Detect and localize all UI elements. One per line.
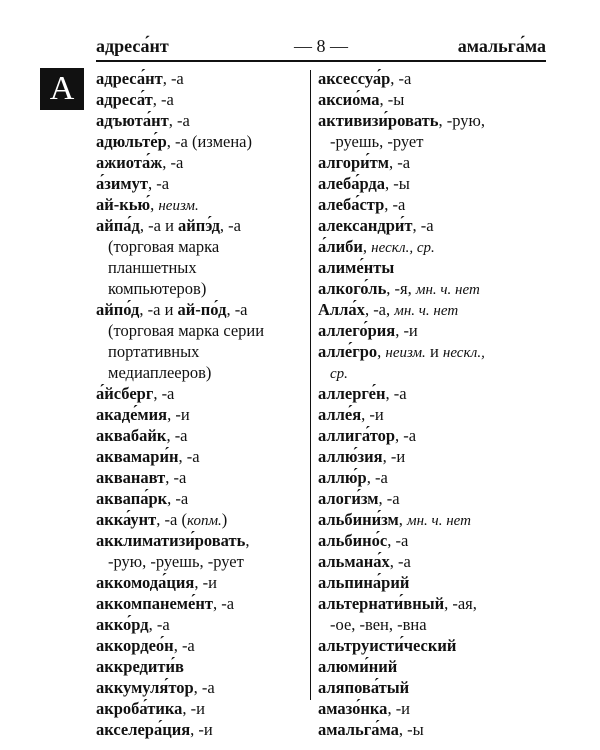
dictionary-entry <box>96 635 302 656</box>
headword: адреса́нт <box>96 69 163 88</box>
entry-text: , -а и <box>139 300 178 319</box>
dictionary-entry <box>318 320 548 341</box>
dictionary-entry <box>96 215 302 236</box>
entry-text: , -а <box>178 447 200 466</box>
headword: аккумуля́тор <box>96 678 194 697</box>
page-number: — 8 — <box>294 36 348 56</box>
dictionary-entry <box>318 68 548 89</box>
headword: альпина́рий <box>318 573 410 592</box>
entry-text: , -а <box>153 384 175 403</box>
dictionary-entry <box>96 698 302 719</box>
headword: аллю́р <box>318 468 367 487</box>
dictionary-entry <box>318 278 548 299</box>
entry-text: , -а <box>148 615 170 634</box>
entry-text: , -а <box>389 153 411 172</box>
entry-continuation-line <box>96 278 302 299</box>
entry-text: , -а <box>147 174 170 193</box>
grammar-note: копм. <box>187 513 222 529</box>
headword: адъюта́нт <box>96 111 169 130</box>
dictionary-entry <box>96 488 302 509</box>
entry-continuation-line <box>96 236 302 257</box>
dictionary-entry <box>318 488 548 509</box>
dictionary-entry <box>318 635 548 656</box>
grammar-note: неизм. <box>158 198 199 214</box>
dictionary-entry <box>318 404 548 425</box>
entry-text: и <box>425 342 443 361</box>
dictionary-entry <box>318 530 548 551</box>
entry-text: , -а, <box>364 300 395 319</box>
entry-text: , -и <box>395 321 418 340</box>
headword: ажиота́ж <box>96 153 163 172</box>
entry-text: (торговая марка <box>108 237 220 256</box>
headword: акванавт <box>96 468 166 487</box>
column-divider <box>310 70 311 700</box>
entry-text: , -а <box>387 531 409 550</box>
headword: амазо́нка <box>318 699 388 718</box>
entry-continuation-line <box>318 614 548 635</box>
headword: александри́т <box>318 216 413 235</box>
headword: алеба́рда <box>318 174 386 193</box>
dictionary-entry <box>96 614 302 635</box>
grammar-note: нескл., <box>442 345 485 361</box>
headword: акклиматизи́ровать <box>96 531 246 550</box>
headword: аксессуа́р <box>318 69 391 88</box>
dictionary-entry <box>96 572 302 593</box>
headword: аккомода́ция <box>96 573 195 592</box>
entry-text: , -а <box>165 468 187 487</box>
headword: алкого́ль <box>318 279 387 298</box>
section-letter-tab: А <box>40 68 84 110</box>
dictionary-entry <box>96 677 302 698</box>
entry-text: , <box>245 531 250 550</box>
dictionary-entry <box>96 593 302 614</box>
headword: ай-кью́ <box>96 195 151 214</box>
headword: акко́рд <box>96 615 149 634</box>
headword: аккомпанеме́нт <box>96 594 213 613</box>
entry-continuation-line <box>96 320 302 341</box>
dictionary-entry <box>318 446 548 467</box>
entry-text: , -а <box>384 195 406 214</box>
headword: альбино́с <box>318 531 388 550</box>
left-column <box>96 68 302 740</box>
entry-text: планшетных <box>108 258 197 277</box>
dictionary-entry <box>96 89 302 110</box>
dictionary-entry <box>318 89 548 110</box>
headword: алле́гро <box>318 342 378 361</box>
entry-text: , -ы <box>379 90 405 109</box>
entry-text: , -а <box>389 552 411 571</box>
headword: альмана́х <box>318 552 390 571</box>
entry-continuation-line <box>96 341 302 362</box>
entry-text: , -а <box>166 426 188 445</box>
entry-text: , -а <box>168 111 190 130</box>
entry-continuation-line <box>96 257 302 278</box>
grammar-note: нескл., ср. <box>371 240 435 256</box>
headword: аляпова́тый <box>318 678 410 697</box>
dictionary-entry <box>318 719 548 740</box>
entry-text: , -а <box>378 489 400 508</box>
entry-text: -ое, -вен, -вна <box>330 615 427 634</box>
dictionary-entry <box>96 719 302 740</box>
entry-text: , -а <box>162 153 184 172</box>
entry-text: портативных <box>108 342 200 361</box>
dictionary-entry <box>318 110 548 131</box>
headword: аккордео́н <box>96 636 174 655</box>
dictionary-entry <box>318 698 548 719</box>
dictionary-entry <box>96 152 302 173</box>
headword: аксио́ма <box>318 90 380 109</box>
headword: аллига́тор <box>318 426 396 445</box>
entry-text: , -ая, <box>444 594 477 613</box>
entry-text: , -и <box>194 573 217 592</box>
dictionary-entry <box>318 194 548 215</box>
entry-text: (торговая марка серии <box>108 321 265 340</box>
headword: активизи́ровать <box>318 111 439 130</box>
headword: айпо́д <box>96 300 140 319</box>
dictionary-entry <box>318 656 548 677</box>
dictionary-entry <box>318 257 548 278</box>
dictionary-entry <box>318 341 548 362</box>
dictionary-entry <box>318 467 548 488</box>
grammar-note: мн. ч. нет <box>394 303 459 319</box>
entry-text: , <box>362 237 372 256</box>
headword: аллерге́н <box>318 384 386 403</box>
dictionary-entry <box>318 236 548 257</box>
entry-text: , -я, <box>386 279 416 298</box>
entry-text: -рую, -руешь, -рует <box>108 552 244 571</box>
entry-text: , -а <box>366 468 388 487</box>
entry-text: , -а <box>167 489 189 508</box>
headword: айпа́д <box>96 216 140 235</box>
entry-text: , <box>377 342 386 361</box>
dictionary-entry <box>96 383 302 404</box>
headword: ай-по́д <box>177 300 227 319</box>
entry-text: , -а (измена) <box>166 132 252 151</box>
headword: алеба́стр <box>318 195 385 214</box>
headword: амальга́ма <box>318 720 399 739</box>
headword: аллего́рия <box>318 321 396 340</box>
headword: Алла́х <box>318 300 365 319</box>
headword: альбини́зм <box>318 510 399 529</box>
entry-text: компьютеров) <box>108 279 207 298</box>
entry-text: , -и <box>382 447 406 466</box>
dictionary-entry <box>96 299 302 320</box>
entry-text: , -а <box>412 216 434 235</box>
entry-text: , -а <box>385 384 407 403</box>
entry-text: , -и <box>182 699 205 718</box>
headword: айпэ́д <box>178 216 220 235</box>
dictionary-entry <box>96 467 302 488</box>
dictionary-entry <box>96 194 302 215</box>
entry-text: , -а <box>173 636 195 655</box>
entry-text: , -а <box>162 69 184 88</box>
entry-continuation-line <box>318 362 548 383</box>
dictionary-entry <box>96 509 302 530</box>
entry-text: медиаплееров) <box>108 363 212 382</box>
grammar-note: ср. <box>330 366 348 382</box>
entry-text: , -а <box>226 300 248 319</box>
grammar-note: мн. ч. нет <box>415 282 480 298</box>
grammar-note: мн. ч. нет <box>407 513 471 529</box>
entry-text: , -рую, <box>438 111 485 130</box>
dictionary-entry <box>318 509 548 530</box>
header-first-word: адреса́нт <box>96 36 169 56</box>
entry-continuation-line <box>96 362 302 383</box>
headword: а́йсберг <box>96 384 154 403</box>
headword: альтернати́вный <box>318 594 445 613</box>
grammar-note: неизм. <box>385 345 426 361</box>
dictionary-entry <box>318 383 548 404</box>
entry-text: , <box>398 510 408 529</box>
headword: а́либи <box>318 237 363 256</box>
headword: аквамари́н <box>96 447 179 466</box>
entry-text: , -а <box>193 678 215 697</box>
entry-text: , -а <box>219 216 241 235</box>
header-rule <box>96 60 546 62</box>
dictionary-entry <box>318 173 548 194</box>
right-column <box>318 68 548 740</box>
headword: алгори́тм <box>318 153 390 172</box>
headword: алиме́нты <box>318 258 395 277</box>
entry-text: , -ы <box>398 720 424 739</box>
entry-text: , -и <box>361 405 384 424</box>
headword: адюльте́р <box>96 132 167 151</box>
running-header <box>96 36 546 58</box>
entry-text: ) <box>221 510 228 529</box>
dictionary-entry <box>318 215 548 236</box>
headword: аккредити́в <box>96 657 184 676</box>
headword: алюми́ний <box>318 657 398 676</box>
dictionary-entry <box>318 677 548 698</box>
entry-text: , -а и <box>139 216 179 235</box>
headword: акаде́мия <box>96 405 168 424</box>
headword: аллю́зия <box>318 447 383 466</box>
headword: аквабайк <box>96 426 167 445</box>
headword: алле́я <box>318 405 362 424</box>
headword: адреса́т <box>96 90 153 109</box>
entry-text: , -а ( <box>156 510 187 529</box>
headword: аквапа́рк <box>96 489 168 508</box>
dictionary-entry <box>318 572 548 593</box>
dictionary-entry <box>96 173 302 194</box>
entry-continuation-line <box>318 131 548 152</box>
entry-text: -руешь, -рует <box>330 132 424 151</box>
dictionary-entry <box>96 530 302 551</box>
dictionary-entry <box>318 152 548 173</box>
dictionary-entry <box>318 425 548 446</box>
headword: акселера́ция <box>96 720 191 739</box>
dictionary-entry <box>318 593 548 614</box>
dictionary-entry <box>96 446 302 467</box>
entry-text: , -а <box>390 69 412 88</box>
entry-continuation-line <box>96 551 302 572</box>
dictionary-entry <box>96 110 302 131</box>
dictionary-entry <box>96 425 302 446</box>
dictionary-entry <box>96 656 302 677</box>
entry-text: , -а <box>212 594 235 613</box>
header-last-word: амальга́ма <box>457 36 546 56</box>
entry-text: , -и <box>387 699 411 718</box>
entry-text: , -и <box>190 720 213 739</box>
entry-text: , -а <box>152 90 174 109</box>
dictionary-entry <box>96 404 302 425</box>
dictionary-entry <box>318 551 548 572</box>
dictionary-entry <box>96 68 302 89</box>
entry-text: , -а <box>395 426 417 445</box>
headword: акроба́тика <box>96 699 183 718</box>
entry-text: , -ы <box>385 174 410 193</box>
entry-text: , <box>150 195 159 214</box>
dictionary-entry <box>96 131 302 152</box>
dictionary-entry <box>318 299 548 320</box>
headword: а́зимут <box>96 174 148 193</box>
entry-text: , -и <box>167 405 190 424</box>
headword: акка́унт <box>96 510 157 529</box>
headword: алоги́зм <box>318 489 379 508</box>
headword: альтруисти́ческий <box>318 636 457 655</box>
